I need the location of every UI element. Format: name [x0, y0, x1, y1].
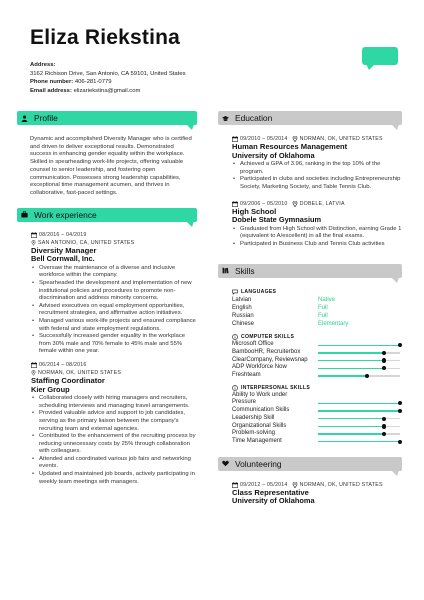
language-row — [232, 304, 402, 312]
skill-level-fill — [318, 352, 384, 353]
education-heading: Education — [235, 113, 273, 123]
entry-item — [17, 231, 197, 356]
person-icon — [21, 115, 28, 122]
entry-location: NORMAN, OK, UNITED STATES — [38, 369, 122, 376]
languages-group — [218, 288, 402, 329]
entry-dates: 08/2016 – 04/2019 — [39, 231, 87, 238]
entry-item — [17, 361, 197, 486]
calendar-icon — [232, 201, 238, 207]
skill-level-fill — [318, 418, 384, 419]
language-row — [232, 320, 402, 328]
skill-name: Communication Skills — [232, 407, 290, 414]
bullet-item: • Advised executives on equal employment opportunities, recruitment strategies, and affirmative action initiatives. — [31, 303, 197, 318]
heart-icon — [222, 460, 229, 467]
skill-name: ADP Workforce Now — [232, 364, 287, 371]
bullet-item: • Participated in clubs and societies including Entrepreneurship Society, Marketing Society, and Table Tennis Club. — [232, 176, 402, 191]
skill-row — [232, 430, 402, 438]
skill-level-bar — [318, 441, 400, 442]
language-row — [232, 296, 402, 304]
calendar-icon — [31, 362, 37, 368]
entry-location: NORMAN, OK, UNITED STATES — [299, 136, 383, 142]
profile-heading: Profile — [34, 113, 58, 123]
languages-title-text: LANGUAGES — [241, 288, 277, 295]
skill-name: BambooHR, Recruiterbox — [232, 349, 301, 356]
bullet-item: • Managed various work-life projects and ensured compliance with federal and state employment regulations. — [31, 318, 197, 333]
skill-level-bar — [318, 352, 400, 353]
contact-block — [30, 61, 186, 95]
languages-title — [232, 288, 402, 296]
left-column — [17, 111, 197, 486]
entry-title: Diversity Manager — [31, 245, 97, 255]
skill-level-marker — [382, 417, 386, 421]
work-heading: Work experience — [34, 209, 97, 220]
bullet-item: • Oversaw the maintenance of a diverse and inclusive workforce within the company. — [31, 265, 197, 280]
skill-level-fill — [318, 360, 384, 361]
skill-level-marker — [365, 374, 369, 378]
skill-level-fill — [318, 426, 384, 427]
address-label: Address: — [30, 62, 56, 68]
entry-meta — [31, 361, 197, 369]
skill-level-marker — [398, 409, 402, 413]
entry-item — [218, 135, 402, 192]
entry-title: High School — [232, 206, 277, 216]
computer-skills-list — [232, 341, 402, 379]
volunteering-heading: Volunteering — [235, 458, 282, 469]
education-list — [218, 135, 402, 249]
phone-value: 406-281-0779 — [74, 79, 112, 86]
bullet-item: • Contributed to the enhancement of the recruiting process by reducing unnecessary costs by 25% through collaboration with colleagues. — [31, 433, 197, 456]
entry-location: SAN ANTONIO, CA, UNITED STATES — [38, 239, 135, 246]
skill-level-bar — [318, 403, 400, 404]
address-value: 3162 Richison Drive, San Antonio, CA 59101, United States — [30, 70, 186, 77]
entry-organization: University of Oklahoma — [232, 496, 315, 506]
location-pin-icon — [292, 201, 298, 207]
skill-row — [232, 364, 402, 372]
skill-name: Time Management — [232, 437, 282, 444]
entry-organization: Kier Group — [31, 384, 70, 394]
skill-name: Freshteam — [232, 372, 261, 379]
bullet-item: • Participated in Business Club and Tennis Club activities — [232, 241, 402, 249]
skill-level-bar — [318, 345, 400, 346]
skill-level-fill — [318, 345, 400, 346]
skill-row — [232, 392, 402, 400]
computer-skills-title — [232, 333, 402, 341]
skill-level-bar — [318, 418, 400, 419]
email-label: Email address: — [30, 87, 72, 94]
entry-title: Staffing Coordinator — [31, 375, 105, 385]
entry-dates: 09/2010 – 05/2014 — [240, 136, 288, 142]
language-level: Full — [318, 304, 328, 311]
info-circle-icon — [232, 334, 238, 340]
calendar-icon — [31, 232, 37, 238]
candidate-name: Eliza Riekstina — [30, 26, 181, 49]
language-row — [232, 312, 402, 320]
skill-level-bar — [318, 368, 400, 369]
skill-level-marker — [398, 440, 402, 444]
skill-level-marker — [398, 401, 402, 405]
bullet-item: • Graduated from High School with Distinction, earning Grade 1 (equivalent to A/excellent) in all the final exams. — [232, 226, 402, 241]
skill-level-fill — [318, 441, 400, 442]
speech-bubble-decoration — [362, 47, 398, 65]
bullet-item: • Spearheaded the development and implementation of new institutional policies and procedures to promote non-discrimination and address minority concerns. — [31, 280, 197, 303]
skill-row — [232, 415, 402, 423]
skill-level-bar — [318, 375, 400, 376]
entry-dates: 09/2006 – 05/2010 — [240, 200, 288, 207]
location-pin-icon — [292, 482, 298, 488]
entry-location: DOBELE, LATVIA — [299, 200, 345, 207]
entry-dates: 09/2012 – 05/2014 — [240, 481, 288, 488]
bullet-item: • Achieved a GPA of 3.96, ranking in the top 10% of the program. — [232, 161, 402, 176]
skill-name: Ability to Work under — [232, 391, 288, 398]
entry-organization: Dobele State Gymnasium — [232, 215, 322, 225]
entry-item — [218, 200, 402, 249]
entry-bullets — [31, 395, 197, 486]
language-level: Elementary — [318, 321, 349, 328]
computer-skills-group — [218, 333, 402, 379]
skill-row — [232, 399, 402, 407]
bullet-item: • Updated and maintained job boards, actively participating in weekly team meetings with managers. — [31, 471, 197, 486]
skill-level-bar — [318, 360, 400, 361]
entry-location: NORMAN, OK, UNITED STATES — [299, 481, 383, 488]
skills-heading: Skills — [235, 265, 255, 276]
skill-level-marker — [382, 351, 386, 355]
location-pin-icon — [31, 240, 36, 246]
skill-level-fill — [318, 368, 384, 369]
language-level: Full — [318, 312, 328, 319]
education-header — [218, 111, 402, 125]
graduation-cap-icon — [222, 115, 229, 122]
bullet-item: • Collaborated closely with hiring managers and recruiters, scheduling interviews and managing travel arrangements. — [31, 395, 197, 410]
entry-bullets — [232, 161, 402, 191]
skill-level-marker — [398, 343, 402, 347]
info-circle-icon — [232, 385, 238, 391]
languages-list — [232, 296, 402, 329]
skill-row — [232, 407, 402, 415]
entry-dates: 06/2014 – 08/2016 — [39, 361, 87, 368]
skill-name: Organizational Skills — [232, 422, 287, 429]
skill-name: Pressure — [232, 399, 257, 406]
language-name: Latvian — [232, 296, 252, 303]
interpersonal-skills-title-text: INTERPERSONAL SKILLS — [241, 384, 311, 391]
entry-item — [218, 481, 402, 506]
entry-title: Class Representative — [232, 487, 309, 497]
skill-level-bar — [318, 426, 400, 427]
language-name: Chinese — [232, 321, 255, 328]
entry-bullets — [31, 265, 197, 356]
bullet-item: • Successfully increased gender equality in the workplace from 30% male and 70% female to 45% male and 55% female within one year. — [31, 333, 197, 356]
profile-header — [17, 111, 197, 125]
skill-level-bar — [318, 410, 400, 411]
language-name: Russian — [232, 312, 254, 319]
skill-level-bar — [318, 433, 400, 434]
volunteering-list — [218, 481, 402, 506]
computer-skills-title-text: COMPUTER SKILLS — [241, 334, 295, 341]
briefcase-icon — [21, 211, 28, 218]
work-list — [17, 231, 197, 487]
skill-row — [232, 341, 402, 349]
entry-bullets — [232, 226, 402, 249]
skill-level-fill — [318, 433, 384, 434]
skill-row — [232, 372, 402, 380]
skill-level-fill — [318, 403, 400, 404]
interpersonal-skills-group — [218, 384, 402, 446]
language-level: Native — [318, 296, 336, 303]
bullet-item: • Provided valuable advice and support to job candidates, serving as the primary liaison between the company's recruiting team and external agencies. — [31, 410, 197, 433]
phone-label: Phone number: — [30, 79, 74, 86]
bullet-item: • Attended and coordinated various job fairs and networking events. — [31, 456, 197, 471]
calendar-icon — [232, 482, 238, 488]
skill-name: ClearCompany, Reviewsnap — [232, 356, 308, 363]
skill-level-marker — [382, 366, 386, 370]
skill-level-marker — [382, 424, 386, 428]
email-value[interactable]: elizariekstina@gmail.com — [73, 87, 141, 94]
books-icon — [222, 267, 229, 274]
skill-name: Microsoft Office — [232, 341, 274, 348]
language-name: English — [232, 304, 252, 311]
right-column — [218, 111, 402, 506]
skill-row — [232, 438, 402, 446]
skill-row — [232, 357, 402, 365]
volunteering-header — [218, 457, 402, 471]
skill-level-fill — [318, 410, 400, 411]
interpersonal-skills-list — [232, 392, 402, 446]
skill-level-marker — [382, 358, 386, 362]
skill-level-fill — [318, 375, 367, 376]
skill-level-marker — [382, 432, 386, 436]
skill-row — [232, 423, 402, 431]
entry-organization: University of Oklahoma — [232, 150, 315, 160]
skill-row — [232, 349, 402, 357]
entry-title: Human Resources Management — [232, 142, 348, 151]
email-line — [30, 87, 186, 96]
chat-icon — [232, 289, 238, 295]
skill-name: Problem-solving — [232, 430, 276, 437]
phone-line — [30, 78, 186, 87]
entry-meta — [31, 231, 197, 239]
profile-text: Dynamic and accomplished Diversity Manager who is certified and driven to deliver exceptional results. Demonstrated success in enhancing gender equality within the workplace. Skilled in spearheading work-life projects, offering valuable counsel to senior leadership, and fostering open communication. Possesses strong leadership capabilities, exceptional time management acumen, and thrives in collaborative, fast-paced settings. — [30, 136, 192, 196]
skills-header — [218, 264, 402, 278]
work-header — [17, 208, 197, 222]
interpersonal-skills-title — [232, 384, 402, 392]
entry-organization: Bell Cornwall, Inc. — [31, 254, 95, 264]
skill-name: Leadership Skill — [232, 414, 275, 421]
